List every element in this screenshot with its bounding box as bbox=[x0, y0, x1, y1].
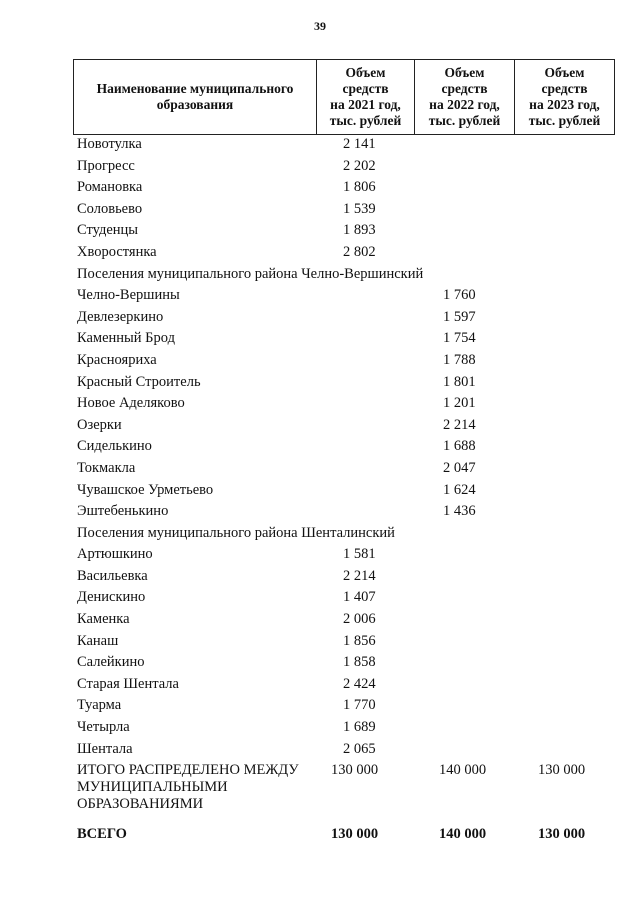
municipality-name: Каменный Брод bbox=[77, 330, 175, 347]
group-heading: Поселения муниципального района Шенталинский bbox=[77, 524, 395, 541]
value-2022: 1 760 bbox=[443, 287, 476, 304]
value-2021: 1 858 bbox=[343, 654, 376, 671]
municipality-name: Хворостянка bbox=[77, 243, 157, 260]
table-header bbox=[73, 59, 615, 135]
municipality-name: Канаш bbox=[77, 632, 119, 649]
header-2023: Объем средств на 2023 год, тыс. рублей bbox=[514, 60, 614, 134]
value-2021: 1 806 bbox=[343, 179, 376, 196]
table-row bbox=[77, 350, 617, 372]
value-2021: 1 689 bbox=[343, 719, 376, 736]
value-2022: 2 214 bbox=[443, 416, 476, 433]
value-2022: 1 801 bbox=[443, 373, 476, 390]
municipality-name: Васильевка bbox=[77, 567, 148, 584]
table-row bbox=[77, 156, 617, 178]
table-row bbox=[77, 501, 617, 523]
header-name: Наименование муниципального образования bbox=[96, 81, 294, 112]
value-2022: 1 788 bbox=[443, 351, 476, 368]
value-2022: 1 436 bbox=[443, 503, 476, 520]
table-body bbox=[77, 134, 617, 760]
table-row bbox=[77, 739, 617, 761]
table-row bbox=[77, 544, 617, 566]
group-heading-row bbox=[77, 264, 617, 286]
municipality-name: Студенцы bbox=[77, 222, 139, 239]
value-2022: 1 624 bbox=[443, 481, 476, 498]
value-2022: 1 201 bbox=[443, 395, 476, 412]
value-2021: 2 202 bbox=[343, 157, 376, 174]
total-label: ИТОГО РАСПРЕДЕЛЕНО МЕЖДУ МУНИЦИПАЛЬНЫМИ ОБРАЗОВАНИЯМИ bbox=[77, 762, 299, 812]
header-2022: Объем средств на 2022 год, тыс. рублей bbox=[414, 60, 514, 134]
table-row bbox=[77, 242, 617, 264]
municipality-name: Салейкино bbox=[77, 654, 145, 671]
grand-total-2022: 140 000 bbox=[439, 826, 487, 842]
table-row bbox=[77, 436, 617, 458]
municipality-name: Новое Аделяково bbox=[77, 395, 185, 412]
table-row bbox=[77, 480, 617, 502]
table-row bbox=[77, 609, 617, 631]
page-number: 39 bbox=[314, 19, 326, 33]
table-row bbox=[77, 177, 617, 199]
table-row bbox=[77, 372, 617, 394]
value-2022: 1 688 bbox=[443, 438, 476, 455]
value-2021: 2 214 bbox=[343, 567, 376, 584]
table-row bbox=[77, 674, 617, 696]
value-2021: 1 539 bbox=[343, 200, 376, 217]
value-2021: 1 770 bbox=[343, 697, 376, 714]
table-row bbox=[77, 415, 617, 437]
value-2022: 1 754 bbox=[443, 330, 476, 347]
value-2021: 2 424 bbox=[343, 675, 376, 692]
municipality-name: Эштебенькино bbox=[77, 503, 169, 520]
grand-total-label: ВСЕГО bbox=[77, 826, 127, 842]
municipality-name: Прогресс bbox=[77, 157, 135, 174]
total-row bbox=[77, 762, 617, 818]
total-2023: 130 000 bbox=[538, 762, 586, 778]
table-row bbox=[77, 393, 617, 415]
municipality-name: Туарма bbox=[77, 697, 122, 714]
value-2021: 2 006 bbox=[343, 611, 376, 628]
municipality-name: Красный Строитель bbox=[77, 373, 201, 390]
municipality-name: Краснояриха bbox=[77, 351, 157, 368]
municipality-name: Романовка bbox=[77, 179, 143, 196]
municipality-name: Соловьево bbox=[77, 200, 143, 217]
table-row bbox=[77, 587, 617, 609]
municipality-name: Шентала bbox=[77, 740, 133, 757]
municipality-name: Челно-Вершины bbox=[77, 287, 180, 304]
header-2021: Объем средств на 2021 год, тыс. рублей bbox=[316, 60, 414, 134]
value-2021: 1 893 bbox=[343, 222, 376, 239]
municipality-name: Артюшкино bbox=[77, 546, 153, 563]
municipality-name: Старая Шентала bbox=[77, 675, 179, 692]
municipality-name: Озерки bbox=[77, 416, 122, 433]
table-row bbox=[77, 717, 617, 739]
value-2021: 1 581 bbox=[343, 546, 376, 563]
value-2021: 1 407 bbox=[343, 589, 376, 606]
table-row bbox=[77, 285, 617, 307]
table-row bbox=[77, 695, 617, 717]
value-2021: 2 802 bbox=[343, 243, 376, 260]
total-2021: 130 000 bbox=[331, 762, 379, 778]
value-2021: 2 141 bbox=[343, 136, 376, 152]
municipality-name: Девлезеркино bbox=[77, 308, 164, 325]
value-2022: 2 047 bbox=[443, 459, 476, 476]
table-row bbox=[77, 220, 617, 242]
table-row bbox=[77, 328, 617, 350]
value-2021: 1 856 bbox=[343, 632, 376, 649]
table-row bbox=[77, 134, 617, 156]
table-row bbox=[77, 566, 617, 588]
group-heading: Поселения муниципального района Челно-Вершинский bbox=[77, 265, 424, 282]
municipality-name: Токмакла bbox=[77, 459, 136, 476]
value-2022: 1 597 bbox=[443, 308, 476, 325]
table-row bbox=[77, 458, 617, 480]
municipality-name: Каменка bbox=[77, 611, 130, 628]
value-2021: 2 065 bbox=[343, 740, 376, 757]
table-row bbox=[77, 199, 617, 221]
municipality-name: Денискино bbox=[77, 589, 146, 606]
municipality-name: Чувашское Урметьево bbox=[77, 481, 214, 498]
table-row bbox=[77, 307, 617, 329]
municipality-name: Сиделькино bbox=[77, 438, 152, 455]
municipality-name: Четырла bbox=[77, 719, 130, 736]
table-row bbox=[77, 652, 617, 674]
group-heading-row bbox=[77, 523, 617, 545]
grand-total-2023: 130 000 bbox=[538, 826, 586, 842]
grand-total-2021: 130 000 bbox=[331, 826, 379, 842]
total-2022: 140 000 bbox=[439, 762, 487, 778]
municipality-name: Новотулка bbox=[77, 136, 142, 152]
table-row bbox=[77, 631, 617, 653]
